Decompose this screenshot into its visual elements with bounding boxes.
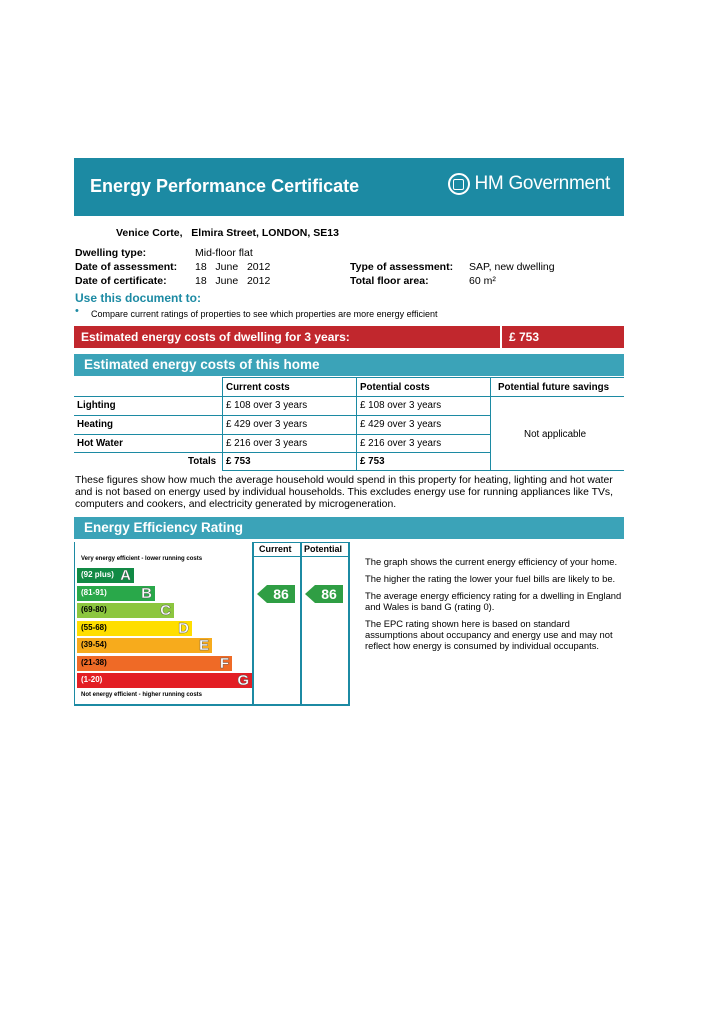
dwelling-type-label: Dwelling type:: [75, 247, 147, 259]
costs-section-header: [74, 354, 624, 376]
rating-band-f: [77, 656, 232, 671]
certificate-date-value: 18 June 2012: [195, 275, 271, 287]
assessment-type-value: SAP, new dwelling: [469, 261, 555, 273]
costs-description: These figures show how much the average household would spend in this property for heating, lighting and hot water and is not based on energy used by individual households. This excludes energy use for running appliances like TVs, computers and cookers, and electricity generated by microgeneration.: [75, 475, 613, 510]
header-current-costs: Current costs: [226, 382, 290, 393]
use-document-heading: Use this document to:: [75, 291, 202, 305]
hot-water-potential: £ 216 over 3 years: [360, 438, 442, 449]
costs-section-title: Estimated energy costs of this home: [84, 357, 320, 372]
band-letter: B: [141, 584, 152, 602]
row-label-hot-water: Hot Water: [77, 438, 123, 449]
hm-government-logo: [448, 173, 610, 195]
royal-crest-icon: [448, 173, 470, 195]
rating-chart: [74, 542, 350, 706]
estimated-cost-label: Estimated energy costs of dwelling for 3 years:: [81, 330, 350, 344]
rating-band-g: [77, 673, 252, 688]
costs-table: [74, 377, 624, 472]
lighting-potential: £ 108 over 3 years: [360, 400, 442, 411]
band-range: (55-68): [81, 622, 107, 632]
document-title: Energy Performance Certificate: [90, 176, 360, 196]
assessment-type-label: Type of assessment:: [350, 261, 454, 273]
assessment-date-value: 18 June 2012: [195, 261, 271, 273]
current-rating-arrow: [267, 585, 295, 603]
band-range: (81-91): [81, 587, 107, 597]
property-address: Venice Corte, Elmira Street, LONDON, SE13: [116, 227, 339, 239]
rating-band-a: [77, 568, 134, 583]
rating-section-header: [74, 517, 624, 539]
use-document-item: Compare current ratings of properties to see which properties are more energy efficient: [91, 309, 438, 319]
rating-band-d: [77, 621, 192, 636]
dwelling-type-value: Mid-floor flat: [195, 247, 253, 259]
col-current-header: Current: [259, 544, 292, 554]
potential-rating-arrow: [315, 585, 343, 603]
heating-current: £ 429 over 3 years: [226, 419, 308, 430]
band-letter: D: [178, 619, 189, 637]
band-range: (21-38): [81, 657, 107, 667]
note: The graph shows the current energy efficiency of your home.: [365, 556, 618, 567]
logo-text: HM Government: [474, 173, 610, 194]
certificate-date-label: Date of certificate:: [75, 275, 167, 287]
header-potential-savings: Potential future savings: [498, 382, 610, 393]
rating-band-b: [77, 586, 155, 601]
band-letter: F: [219, 654, 229, 672]
rating-band-c: [77, 603, 174, 618]
row-label-heating: Heating: [77, 419, 113, 430]
band-range: (39-54): [81, 640, 107, 649]
header-potential-costs: Potential costs: [360, 382, 430, 393]
band-letter: C: [160, 602, 171, 619]
total-current: £ 753: [226, 456, 251, 467]
band-letter: G: [237, 672, 249, 689]
band-range: (69-80): [81, 605, 107, 614]
rating-section-title: Energy Efficiency Rating: [84, 520, 244, 535]
rating-notes: [365, 556, 625, 657]
note: The EPC rating shown here is based on standard assumptions about occupancy and energy use and may not reflect how energy is consumed by individual occupants.: [365, 618, 613, 651]
totals-label: Totals: [188, 456, 217, 467]
band-range: (92 plus): [81, 570, 114, 579]
note: The higher the rating the lower your fuel bills are likely to be.: [365, 573, 616, 584]
band-letter: E: [198, 637, 209, 654]
bottom-efficiency-label: Not energy efficient - higher running costs: [81, 692, 203, 698]
current-rating-value: 86: [273, 586, 289, 602]
band-letter: A: [120, 567, 131, 584]
rating-band-e: [77, 638, 212, 653]
estimated-cost-bar: [74, 326, 624, 348]
lighting-current: £ 108 over 3 years: [226, 400, 308, 411]
header-bar: [74, 158, 624, 216]
top-efficiency-label: Very energy efficient - lower running costs: [81, 556, 203, 562]
estimated-cost-value: £ 753: [509, 330, 540, 344]
row-label-lighting: Lighting: [77, 400, 116, 411]
band-range: (1-20): [81, 675, 103, 684]
potential-rating-value: 86: [321, 586, 337, 602]
assessment-date-label: Date of assessment:: [75, 261, 178, 273]
floor-area-value: 60 m²: [469, 275, 496, 287]
savings-value: Not applicable: [524, 429, 587, 440]
divider: [500, 326, 502, 348]
floor-area-label: Total floor area:: [350, 275, 429, 287]
bullet-icon: •: [75, 305, 79, 317]
note: The average energy efficiency rating for a dwelling in England and Wales is band G (rating 0).: [365, 590, 622, 612]
hot-water-current: £ 216 over 3 years: [226, 438, 308, 449]
heating-potential: £ 429 over 3 years: [360, 419, 442, 430]
total-potential: £ 753: [360, 456, 385, 467]
col-potential-header: Potential: [304, 544, 343, 554]
